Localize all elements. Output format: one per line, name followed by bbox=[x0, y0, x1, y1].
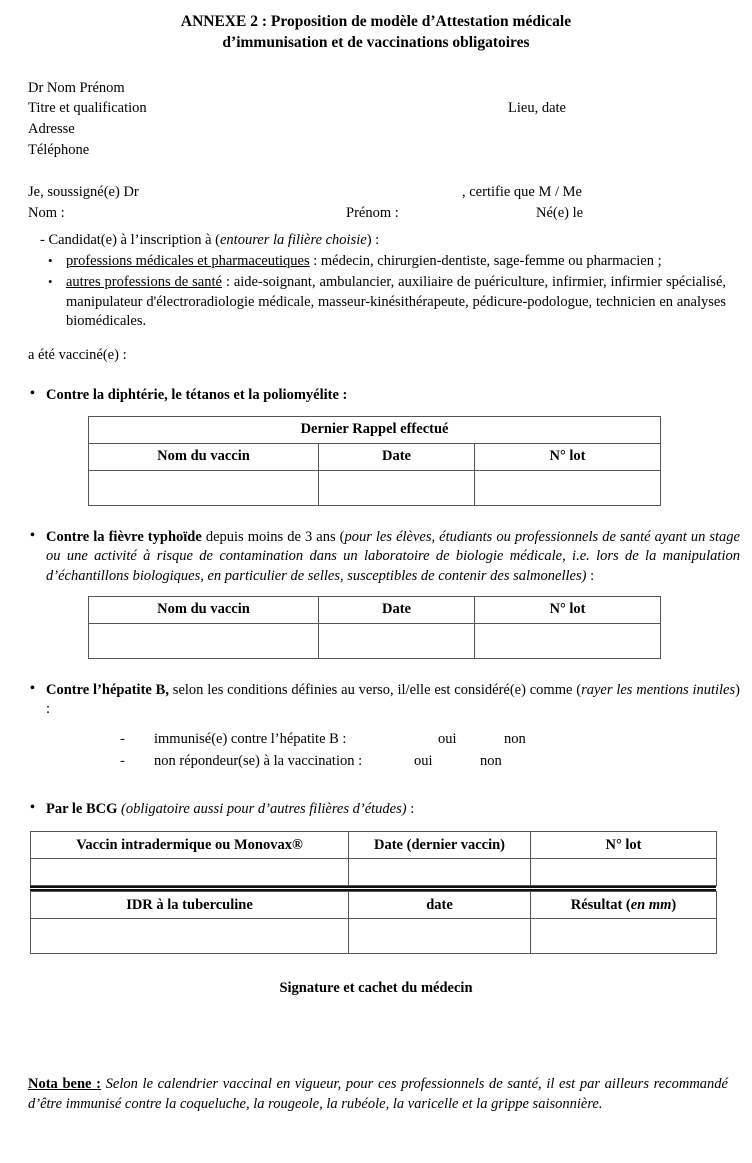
table-row bbox=[31, 919, 717, 954]
lieu-date-field: Lieu, date bbox=[508, 99, 566, 116]
bcg-vaccine-table bbox=[30, 831, 717, 886]
prenom-label: Prénom : bbox=[346, 205, 399, 222]
hepatite-option-non-repondeur bbox=[120, 750, 752, 772]
typhoide-heading-tail: : bbox=[586, 567, 595, 584]
table-row bbox=[89, 416, 661, 443]
idr-cell-name[interactable] bbox=[31, 919, 349, 954]
identity-block bbox=[28, 182, 752, 226]
nom-label: Nom : bbox=[28, 205, 65, 222]
column-header-vaccin: Nom du vaccin bbox=[89, 596, 319, 623]
table-row bbox=[89, 596, 661, 623]
vaccination-lead: a été vacciné(e) : bbox=[28, 347, 127, 364]
table-row bbox=[89, 623, 661, 658]
doctor-name: Dr Nom Prénom bbox=[28, 79, 125, 96]
column-header-vaccin-intradermique: Vaccin intradermique ou Monovax® bbox=[31, 832, 349, 859]
bcg-cell-date[interactable] bbox=[349, 859, 531, 886]
column-header-idr: IDR à la tuberculine bbox=[31, 892, 349, 919]
nota-bene-label: Nota bene : bbox=[28, 1076, 101, 1092]
typhoide-table bbox=[88, 596, 661, 659]
doctor-phone: Téléphone bbox=[28, 141, 90, 158]
column-header-lot: N° lot bbox=[531, 832, 717, 859]
dash-marker: - bbox=[120, 752, 125, 769]
certifie-label: , certifie que M / Me bbox=[462, 184, 582, 201]
table-row bbox=[31, 859, 717, 886]
date-naissance-label: Né(e) le bbox=[536, 205, 584, 222]
candidat-section bbox=[40, 232, 752, 331]
signature-label: Signature et cachet du médecin bbox=[279, 980, 473, 997]
profession-detail-autres: : aide-soignant, ambulancier, auxiliaire de puériculture, infirmier, infirmier spécialisé, manipulateur d'électroradiologie médicale, masseur-kinésithérapeute, pédicure-podologue, technicien en analyses biomédicales. bbox=[66, 274, 727, 329]
candidat-lead-italic: entourer la filière choisie bbox=[219, 232, 367, 249]
resultat-label: Résultat ( bbox=[570, 896, 631, 913]
table-row bbox=[89, 470, 661, 505]
bcg-cell-vaccin[interactable] bbox=[31, 859, 349, 886]
idr-cell-resultat[interactable] bbox=[531, 919, 717, 954]
dtp-table bbox=[88, 416, 661, 506]
nota-bene-text: Selon le calendrier vaccinal en vigueur, pour ces professionnels de santé, il est par ailleurs recommandé d’être immunisé contre la coqueluche, la rougeole, la rubéole, la varicelle et la grippe saisonnière. bbox=[28, 1076, 728, 1112]
column-header-date: date bbox=[349, 892, 531, 919]
dtp-span-header: Dernier Rappel effectué bbox=[89, 416, 661, 443]
hepatite-immunise-non[interactable]: non bbox=[504, 730, 526, 747]
candidat-lead-before: - Candidat(e) à l’inscription à ( bbox=[40, 232, 220, 249]
nota-bene-block bbox=[28, 1074, 728, 1114]
profession-list bbox=[40, 252, 752, 331]
table-row bbox=[31, 832, 717, 859]
candidat-lead-after: ) : bbox=[366, 232, 380, 249]
typhoide-cell-vaccin[interactable] bbox=[89, 623, 319, 658]
soussigne-label: Je, soussigné(e) Dr bbox=[28, 184, 139, 201]
bcg-heading-italic: (obligatoire aussi pour d’autres filières d’études) bbox=[117, 800, 407, 817]
profession-detail-medical: : médecin, chirurgien-dentiste, sage-femme ou pharmacien ; bbox=[309, 253, 662, 270]
typhoide-heading-bold: Contre la fièvre typhoïde bbox=[46, 528, 202, 545]
table-row bbox=[89, 443, 661, 470]
letterhead-block bbox=[28, 78, 752, 160]
hepatite-heading-italic: rayer les mentions inutiles bbox=[581, 681, 736, 698]
title-line-2: d’immunisation et de vaccinations obligatoires bbox=[222, 33, 530, 51]
identity-row-1 bbox=[28, 182, 752, 203]
hepatite-heading-tail: ) : bbox=[46, 681, 740, 718]
hepatite-options bbox=[120, 728, 752, 772]
column-header-lot: N° lot bbox=[475, 443, 661, 470]
identity-row-2 bbox=[28, 203, 752, 224]
section-heading-hepatite bbox=[28, 681, 740, 720]
hepatite-immunise-oui[interactable]: oui bbox=[438, 730, 457, 747]
typhoide-cell-date[interactable] bbox=[319, 623, 475, 658]
typhoide-cell-lot[interactable] bbox=[475, 623, 661, 658]
hepatite-option-immunise bbox=[120, 728, 752, 750]
dtp-cell-lot[interactable] bbox=[475, 470, 661, 505]
profession-category-autres: autres professions de santé bbox=[66, 274, 222, 291]
hepatite-repondeur-non[interactable]: non bbox=[480, 752, 502, 769]
hepatite-option-label: non répondeur(se) à la vaccination : bbox=[154, 752, 363, 769]
table-row bbox=[31, 892, 717, 919]
doctor-title: Titre et qualification bbox=[28, 100, 147, 117]
typhoide-heading-regular: depuis moins de 3 ans ( bbox=[201, 528, 345, 545]
typhoide-heading-italic: pour les élèves, étudiants ou professionnels de santé ayant un stage ou une activité à risque de contamination dans un laboratoire de biologie médicale, i.e. lors de la manipulation d’échantillons biologiques, en particulier de selles, susceptibles de contenir des salmonelles) bbox=[46, 528, 740, 584]
section-heading-dtp bbox=[28, 386, 740, 405]
section-heading-typhoide bbox=[28, 528, 740, 586]
doctor-address: Adresse bbox=[28, 121, 75, 137]
resultat-tail: ) bbox=[671, 896, 677, 913]
section-heading-bcg bbox=[28, 800, 740, 819]
idr-cell-date[interactable] bbox=[349, 919, 531, 954]
column-header-date-dernier-vaccin: Date (dernier vaccin) bbox=[349, 832, 531, 859]
bcg-heading-tail: : bbox=[406, 800, 415, 817]
dtp-heading-text: Contre la diphtérie, le tétanos et la poliomyélite : bbox=[46, 387, 348, 404]
page-title bbox=[58, 12, 694, 54]
dtp-cell-date[interactable] bbox=[319, 470, 475, 505]
bcg-heading-bold: Par le BCG bbox=[46, 800, 118, 817]
column-header-resultat bbox=[531, 892, 717, 919]
hepatite-repondeur-oui[interactable]: oui bbox=[414, 752, 433, 769]
hepatite-option-label: immunisé(e) contre l’hépatite B : bbox=[154, 730, 347, 747]
candidat-lead bbox=[40, 232, 752, 249]
column-header-lot: N° lot bbox=[475, 596, 661, 623]
column-header-date: Date bbox=[319, 596, 475, 623]
dash-marker: - bbox=[120, 730, 125, 747]
hepatite-heading-bold: Contre l’hépatite B, bbox=[46, 681, 169, 698]
dtp-cell-vaccin[interactable] bbox=[89, 470, 319, 505]
bcg-idr-table bbox=[30, 891, 717, 954]
column-header-date: Date bbox=[319, 443, 475, 470]
list-item bbox=[40, 252, 726, 271]
list-item bbox=[40, 273, 726, 331]
resultat-unit: en mm bbox=[630, 896, 672, 913]
title-line-1: ANNEXE 2 : Proposition de modèle d’Attestation médicale bbox=[180, 13, 572, 30]
column-header-vaccin: Nom du vaccin bbox=[89, 443, 319, 470]
bcg-cell-lot[interactable] bbox=[531, 859, 717, 886]
hepatite-heading-regular: selon les conditions définies au verso, il/elle est considéré(e) comme ( bbox=[168, 681, 582, 698]
profession-category-medical: professions médicales et pharmaceutiques bbox=[66, 253, 310, 270]
